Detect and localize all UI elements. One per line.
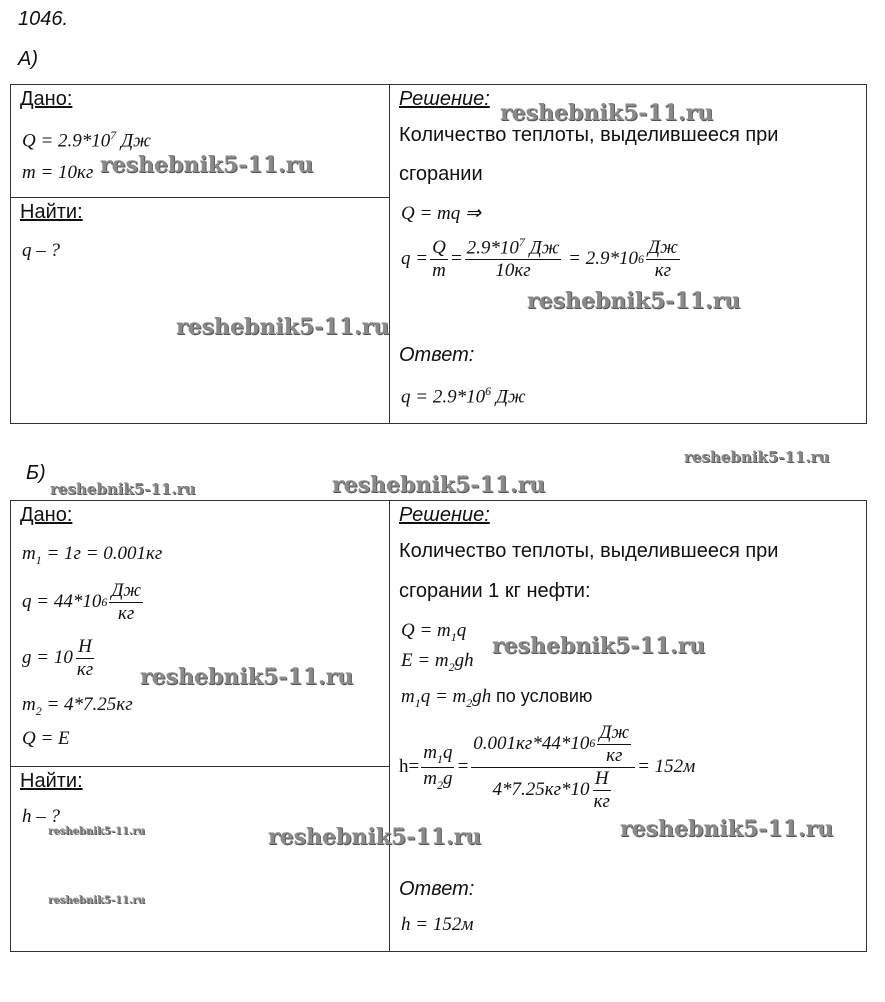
part-b-label: Б): [26, 462, 46, 484]
watermark: reshebnik5-11.ru: [500, 100, 714, 126]
part-b-given-m2: $m_2 = 4*7.25кг$: [22, 694, 133, 718]
part-b-given-g: g = 10 $\frac{Н}{кг}$: [22, 636, 94, 680]
part-a-label: А): [18, 48, 38, 70]
part-b-given-q: q = 44*10 6 $\frac{Дж}{кг}$: [22, 580, 142, 624]
watermark: reshebnik5-11.ru: [684, 448, 830, 466]
part-a-answer: $q = 2.9*10^6$ Дж: [401, 384, 526, 408]
part-b-eq1: $Q = m_1q$: [401, 620, 467, 644]
watermark: reshebnik5-11.ru: [492, 633, 706, 659]
part-b-answer: h = 152м: [401, 914, 474, 935]
part-a-given-m: m = 10кг: [22, 162, 94, 183]
watermark: reshebnik5-11.ru: [100, 152, 314, 178]
watermark: reshebnik5-11.ru: [176, 314, 390, 340]
part-b-given-separator: [10, 766, 389, 767]
part-b-answer-title: Ответ:: [399, 878, 475, 900]
watermark: reshebnik5-11.ru: [48, 826, 145, 837]
part-a-find: q – ?: [22, 240, 60, 261]
part-b-given-QE: Q = E: [22, 728, 70, 749]
part-b-eq2: $E = m_2gh$: [401, 650, 474, 674]
part-a-eq1: Q = mq ⇒: [401, 203, 481, 224]
part-a-divider: [389, 84, 390, 424]
part-b-solution-title: Решение:: [399, 504, 490, 526]
part-b-given-title: Дано:: [20, 504, 73, 526]
part-a-solution-text-1: Количество теплоты, выделившееся при: [399, 124, 779, 146]
part-a-solution-text-2: сгорании: [399, 163, 483, 185]
part-b-final-eq: h= $\frac{m_1q}{m_2g}$ = 0.001кг*44*10 6 $\frac{Дж}{кг}$ 4*7.25кг*10 $\frac{Н}{кг}$ = 152м: [399, 722, 696, 812]
part-b-find: h – ?: [22, 806, 60, 827]
part-b-find-title: Найти:: [20, 770, 83, 792]
watermark: reshebnik5-11.ru: [620, 816, 834, 842]
part-a-given-separator: [10, 197, 389, 198]
part-b-given-m1: $m_1 = 1г = 0.001кг$: [22, 543, 163, 567]
part-b-solution-text-2: сгорании 1 кг нефти:: [399, 580, 591, 602]
part-b-eq3: $m_1q = m_2gh$ по условию: [401, 686, 593, 710]
problem-number: 1046.: [18, 8, 69, 30]
watermark: reshebnik5-11.ru: [48, 895, 145, 906]
part-a-eq2: q = $\frac{Q}{m}$ = $\frac{2.9*10^7 Дж}{10кг}$ = 2.9*10 6 $\frac{Дж}{кг}$: [401, 235, 678, 282]
part-a-answer-title: Ответ:: [399, 344, 475, 366]
part-b-solution-text-1: Количество теплоты, выделившееся при: [399, 540, 779, 562]
part-a-given-Q: $Q = 2.9*10^7$ Дж: [22, 128, 151, 152]
part-b-divider: [389, 500, 390, 952]
watermark: reshebnik5-11.ru: [140, 664, 354, 690]
watermark: reshebnik5-11.ru: [527, 288, 741, 314]
part-a-solution-title: Решение:: [399, 88, 490, 110]
watermark: reshebnik5-11.ru: [50, 480, 196, 498]
part-a-given-title: Дано:: [20, 88, 73, 110]
watermark: reshebnik5-11.ru: [268, 824, 482, 850]
part-a-find-title: Найти:: [20, 201, 83, 223]
watermark: reshebnik5-11.ru: [332, 472, 546, 498]
